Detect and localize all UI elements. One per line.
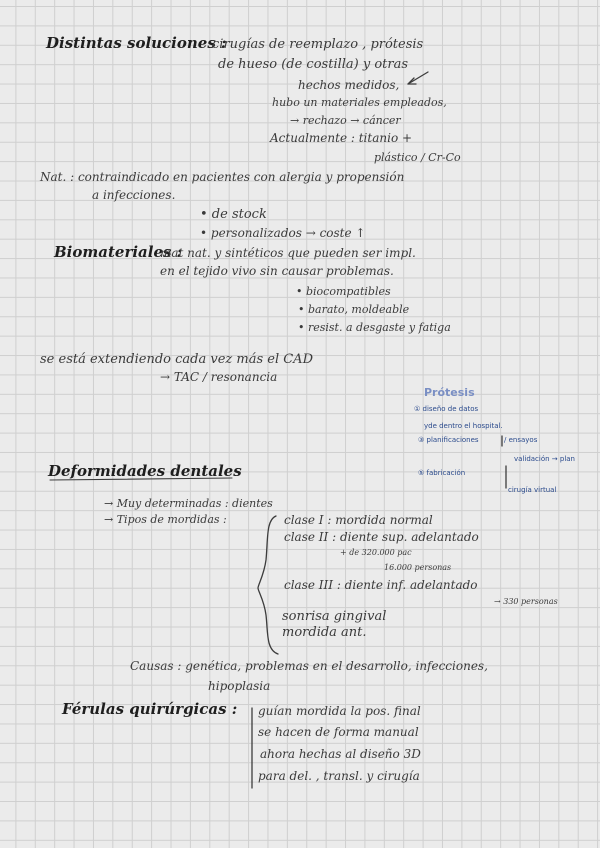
biomateriales-bullet-3: • resist. a desgaste y fatiga xyxy=(298,321,451,334)
sonrisa-gingival: sonrisa gingival xyxy=(282,609,387,624)
protesis-step-1: ① diseño de datos xyxy=(414,405,479,413)
soluciones-line-5: → rechazo → cáncer xyxy=(290,114,401,127)
protesis-step-5: ⑤ fabricación xyxy=(418,469,466,477)
mordida-ant: mordida ant. xyxy=(282,625,367,640)
soluciones-line-7: plástico / Cr-Co xyxy=(374,151,461,164)
soluciones-title: Distintas soluciones : xyxy=(46,34,227,52)
ferulas-line-1: guían mordida la pos. final xyxy=(258,704,421,718)
soluciones-line-6: Actualmente : titanio + xyxy=(270,131,413,145)
nat-line-1: Nat. : contraindicado en pacientes con alergia y propensión xyxy=(40,170,405,184)
biomateriales-line-2: en el tejido vivo sin causar problemas. xyxy=(160,264,394,278)
biomateriales-bullet-2: • barato, moldeable xyxy=(298,303,410,316)
ferulas-line-3: ahora hechas al diseño 3D xyxy=(260,747,421,761)
protesis-step-2: yde dentro el hospital. xyxy=(424,422,503,430)
biomateriales-line-1: mat nat. y sintéticos que pueden ser impl. xyxy=(160,246,416,260)
causas-line-2: hipoplasia xyxy=(208,679,271,693)
protesis-step-6: cirugía virtual xyxy=(508,486,557,494)
soluciones-line-2: de hueso (de costilla) y otras xyxy=(218,57,409,72)
protesis-title: Prótesis xyxy=(424,386,475,399)
cad-line-2: → TAC / resonancia xyxy=(160,370,278,384)
protesis-step-3: ③ planificaciones xyxy=(418,436,479,444)
clase-2-count: + de 320.000 pac xyxy=(340,548,412,557)
clase-3: clase III : diente inf. adelantado xyxy=(284,578,478,592)
ferulas-title: Férulas quirúrgicas : xyxy=(62,700,238,718)
nat-bullet-stock: • de stock xyxy=(200,207,267,222)
soluciones-line-3: hechos medidos, xyxy=(298,78,400,92)
biomateriales-bullet-1: • biocompatibles xyxy=(296,285,391,298)
ferulas-line-4: para del. , transl. y cirugía xyxy=(258,769,420,783)
protesis-step-3b: / ensayos xyxy=(504,436,538,444)
biomateriales-title: Biomateriales : xyxy=(54,243,183,261)
nat-line-2: a infecciones. xyxy=(92,188,176,202)
clase-2-personas: 16.000 personas xyxy=(384,563,452,572)
soluciones-line-1: cirugías de reemplazo , prótesis xyxy=(212,37,424,52)
clase-3-personas: → 330 personas xyxy=(494,597,558,606)
cad-line-1: se está extendiendo cada vez más el CAD xyxy=(40,352,313,367)
nat-bullet-personalizados: • personalizados → coste ↑ xyxy=(200,226,366,240)
protesis-step-4: validación → plan xyxy=(514,455,575,463)
deformidades-item-1: → Muy determinadas : dientes xyxy=(104,497,273,510)
clase-1: clase I : mordida normal xyxy=(284,513,433,527)
clase-2: clase II : diente sup. adelantado xyxy=(284,530,479,544)
ferulas-line-2: se hacen de forma manual xyxy=(258,725,419,739)
deformidades-item-2: → Tipos de mordidas : xyxy=(104,513,227,526)
causas-line-1: Causas : genética, problemas en el desarrollo, infecciones, xyxy=(130,659,488,673)
soluciones-line-4: hubo un materiales empleados, xyxy=(272,96,447,109)
deformidades-title: Deformidades dentales xyxy=(48,462,242,480)
